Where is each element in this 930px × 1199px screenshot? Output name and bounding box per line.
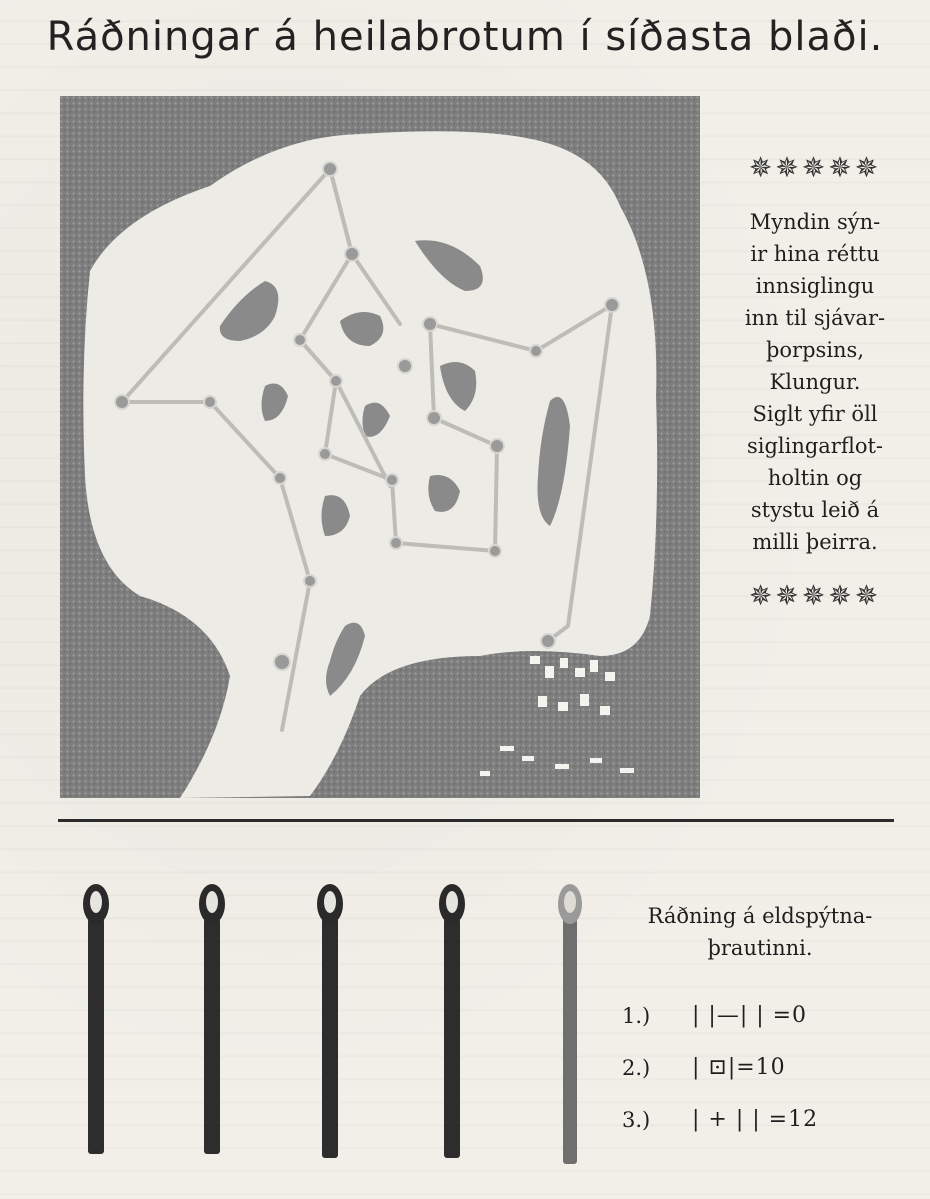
caption-line: siglingarflot-: [746, 434, 884, 458]
solution-expression: | |—| | =0: [692, 1003, 808, 1028]
page-title: Ráðningar á heilabrotum í síðasta blaði.: [46, 14, 884, 60]
caption-line: þorpsins,: [765, 338, 865, 362]
caption-line: innsiglingu: [755, 274, 875, 298]
solution-number: 2.): [622, 1056, 651, 1080]
matchstick-1: [83, 884, 109, 1154]
caption-line: ir hina réttu: [750, 242, 880, 266]
stars-decoration-bottom: ✵✵✵✵✵: [748, 579, 882, 612]
matchstick-2: [199, 884, 225, 1154]
solution-number: 3.): [622, 1108, 651, 1132]
solution-title: [610, 900, 910, 964]
solution-title-line: þrautinni.: [707, 936, 813, 960]
caption-line: Siglt yfir öll: [752, 402, 878, 426]
matchstick-5: [558, 884, 582, 1164]
matchstick-4: [439, 884, 465, 1158]
solution-expression: | ⊡|=10: [692, 1055, 786, 1080]
matches-solution: [610, 900, 910, 1146]
solution-expression: | + | | =12: [692, 1107, 819, 1132]
solution-title-line: Ráðning á eldspýtna-: [647, 904, 873, 928]
solution-item: [610, 1094, 910, 1146]
map-svg: [60, 96, 700, 798]
matches-illustration: [60, 878, 620, 1178]
map-caption: [720, 148, 910, 616]
caption-text: [720, 206, 910, 558]
matches-svg: [60, 878, 620, 1178]
section-divider: [58, 819, 894, 822]
matchstick-3: [317, 884, 343, 1158]
puzzle-map-illustration: [60, 96, 700, 798]
caption-line: stystu leið á: [750, 498, 880, 522]
stars-decoration-top: ✵✵✵✵✵: [748, 151, 882, 184]
solution-list: [610, 990, 910, 1146]
solution-number: 1.): [622, 1004, 651, 1028]
solution-item: [610, 990, 910, 1042]
caption-line: holtin og: [767, 466, 863, 490]
caption-line: Klungur.: [769, 370, 861, 394]
caption-line: inn til sjávar-: [744, 306, 886, 330]
caption-line: milli þeirra.: [752, 530, 878, 554]
caption-line: Myndin sýn-: [749, 210, 881, 234]
solution-item: [610, 1042, 910, 1094]
